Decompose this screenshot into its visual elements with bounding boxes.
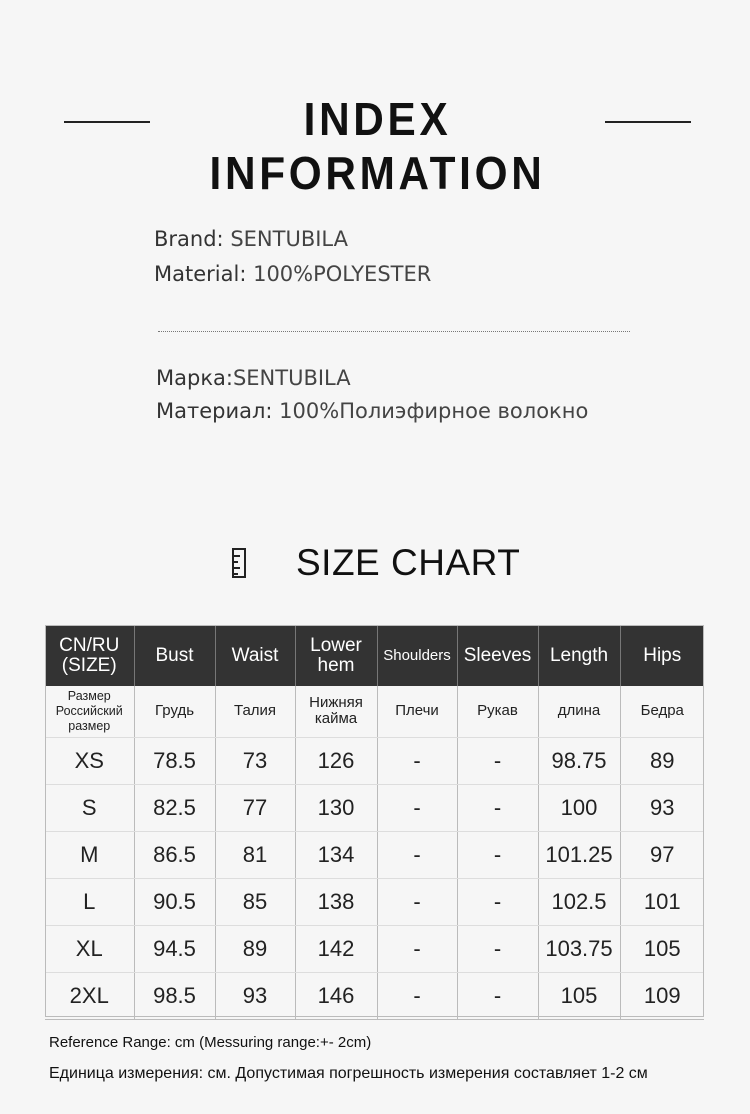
material-line-en	[154, 262, 431, 286]
table-ru-header-row	[45, 686, 704, 737]
table-cell: -	[377, 737, 457, 784]
table-cell: 93	[620, 784, 704, 831]
table-row	[45, 972, 704, 1019]
table-cell: 98.5	[134, 972, 215, 1019]
ru-header-length: длина	[538, 686, 620, 737]
table-cell: -	[457, 878, 538, 925]
brand-label-en: Brand:	[154, 227, 224, 251]
table-cell: 134	[295, 831, 377, 878]
table-header-row	[45, 625, 704, 686]
header-waist: Waist	[215, 625, 295, 686]
table-row	[45, 737, 704, 784]
table-cell: 90.5	[134, 878, 215, 925]
table-cell: S	[45, 784, 134, 831]
table-cell: 130	[295, 784, 377, 831]
table-cell: XS	[45, 737, 134, 784]
ru-header-waist: Талия	[215, 686, 295, 737]
table-cell: 2XL	[45, 972, 134, 1019]
ruler-icon	[232, 548, 246, 578]
table-cell: 105	[538, 972, 620, 1019]
table-cell: 85	[215, 878, 295, 925]
table-row	[45, 784, 704, 831]
ru-header-size: Размер Российский размер	[45, 686, 134, 737]
brand-value-ru: SENTUBILA	[232, 366, 351, 390]
table-row	[45, 831, 704, 878]
table-cell: 103.75	[538, 925, 620, 972]
table-cell: 94.5	[134, 925, 215, 972]
table-cell: L	[45, 878, 134, 925]
brand-label-ru: Марка:	[156, 366, 233, 390]
table-cell: 82.5	[134, 784, 215, 831]
header-hips: Hips	[620, 625, 704, 686]
index-information-header	[0, 90, 750, 199]
size-chart-heading	[0, 538, 750, 590]
table-cell: -	[457, 737, 538, 784]
header-length: Length	[538, 625, 620, 686]
table-cell: 102.5	[538, 878, 620, 925]
reference-note-ru: Единица измерения: см. Допустимая погрешность измерения составляет 1-2 см	[49, 1065, 648, 1082]
table-cell: -	[377, 784, 457, 831]
material-label-en: Material:	[154, 262, 247, 286]
header-right-rule	[605, 121, 691, 123]
table-cell: 97	[620, 831, 704, 878]
table-row	[45, 878, 704, 925]
header-bust: Bust	[134, 625, 215, 686]
brand-line-ru	[156, 366, 351, 390]
table-cell: 86.5	[134, 831, 215, 878]
size-chart-table	[45, 625, 704, 1020]
header-shoulders: Shoulders	[377, 625, 457, 686]
material-label-ru: Материал:	[156, 399, 273, 423]
page-title: INDEX INFORMATION	[209, 93, 546, 199]
header-size: CN/RU (SIZE)	[45, 625, 134, 686]
size-chart-title: SIZE CHART	[296, 542, 521, 583]
ru-header-sleeves: Рукав	[457, 686, 538, 737]
table-cell: 105	[620, 925, 704, 972]
table-cell: 77	[215, 784, 295, 831]
table-cell: 138	[295, 878, 377, 925]
header-lower-hem: Lower hem	[295, 625, 377, 686]
table-cell: XL	[45, 925, 134, 972]
table-cell: -	[457, 831, 538, 878]
table-cell: 146	[295, 972, 377, 1019]
material-line-ru	[156, 399, 588, 423]
table-cell: 73	[215, 737, 295, 784]
table-cell: -	[377, 831, 457, 878]
table-cell: 142	[295, 925, 377, 972]
header-left-rule	[64, 121, 150, 123]
material-value-ru: 100%Полиэфирное волокно	[279, 399, 589, 423]
table-cell: 98.75	[538, 737, 620, 784]
ru-header-shoulders: Плечи	[377, 686, 457, 737]
table-cell: 89	[215, 925, 295, 972]
brand-value-en: SENTUBILA	[230, 227, 348, 251]
reference-note-en: Reference Range: cm (Messuring range:+- 2cm)	[49, 1034, 372, 1051]
table-cell: 101.25	[538, 831, 620, 878]
table-cell: -	[377, 878, 457, 925]
table-row	[45, 925, 704, 972]
header-sleeves: Sleeves	[457, 625, 538, 686]
table-cell: 101	[620, 878, 704, 925]
table-cell: -	[457, 972, 538, 1019]
table-cell: -	[457, 925, 538, 972]
table-cell: 109	[620, 972, 704, 1019]
table-cell: 81	[215, 831, 295, 878]
table-cell: 100	[538, 784, 620, 831]
table-cell: 89	[620, 737, 704, 784]
material-value-en: 100%POLYESTER	[253, 262, 432, 286]
ru-header-lower-hem: Нижняя кайма	[295, 686, 377, 737]
brand-line-en	[154, 227, 348, 251]
info-divider	[158, 331, 630, 332]
ru-header-bust: Грудь	[134, 686, 215, 737]
table-cell: 126	[295, 737, 377, 784]
table-cell: 93	[215, 972, 295, 1019]
table-cell: -	[377, 925, 457, 972]
ru-header-hips: Бедра	[620, 686, 704, 737]
table-cell: 78.5	[134, 737, 215, 784]
table-cell: -	[457, 784, 538, 831]
table-cell: -	[377, 972, 457, 1019]
table-cell: M	[45, 831, 134, 878]
